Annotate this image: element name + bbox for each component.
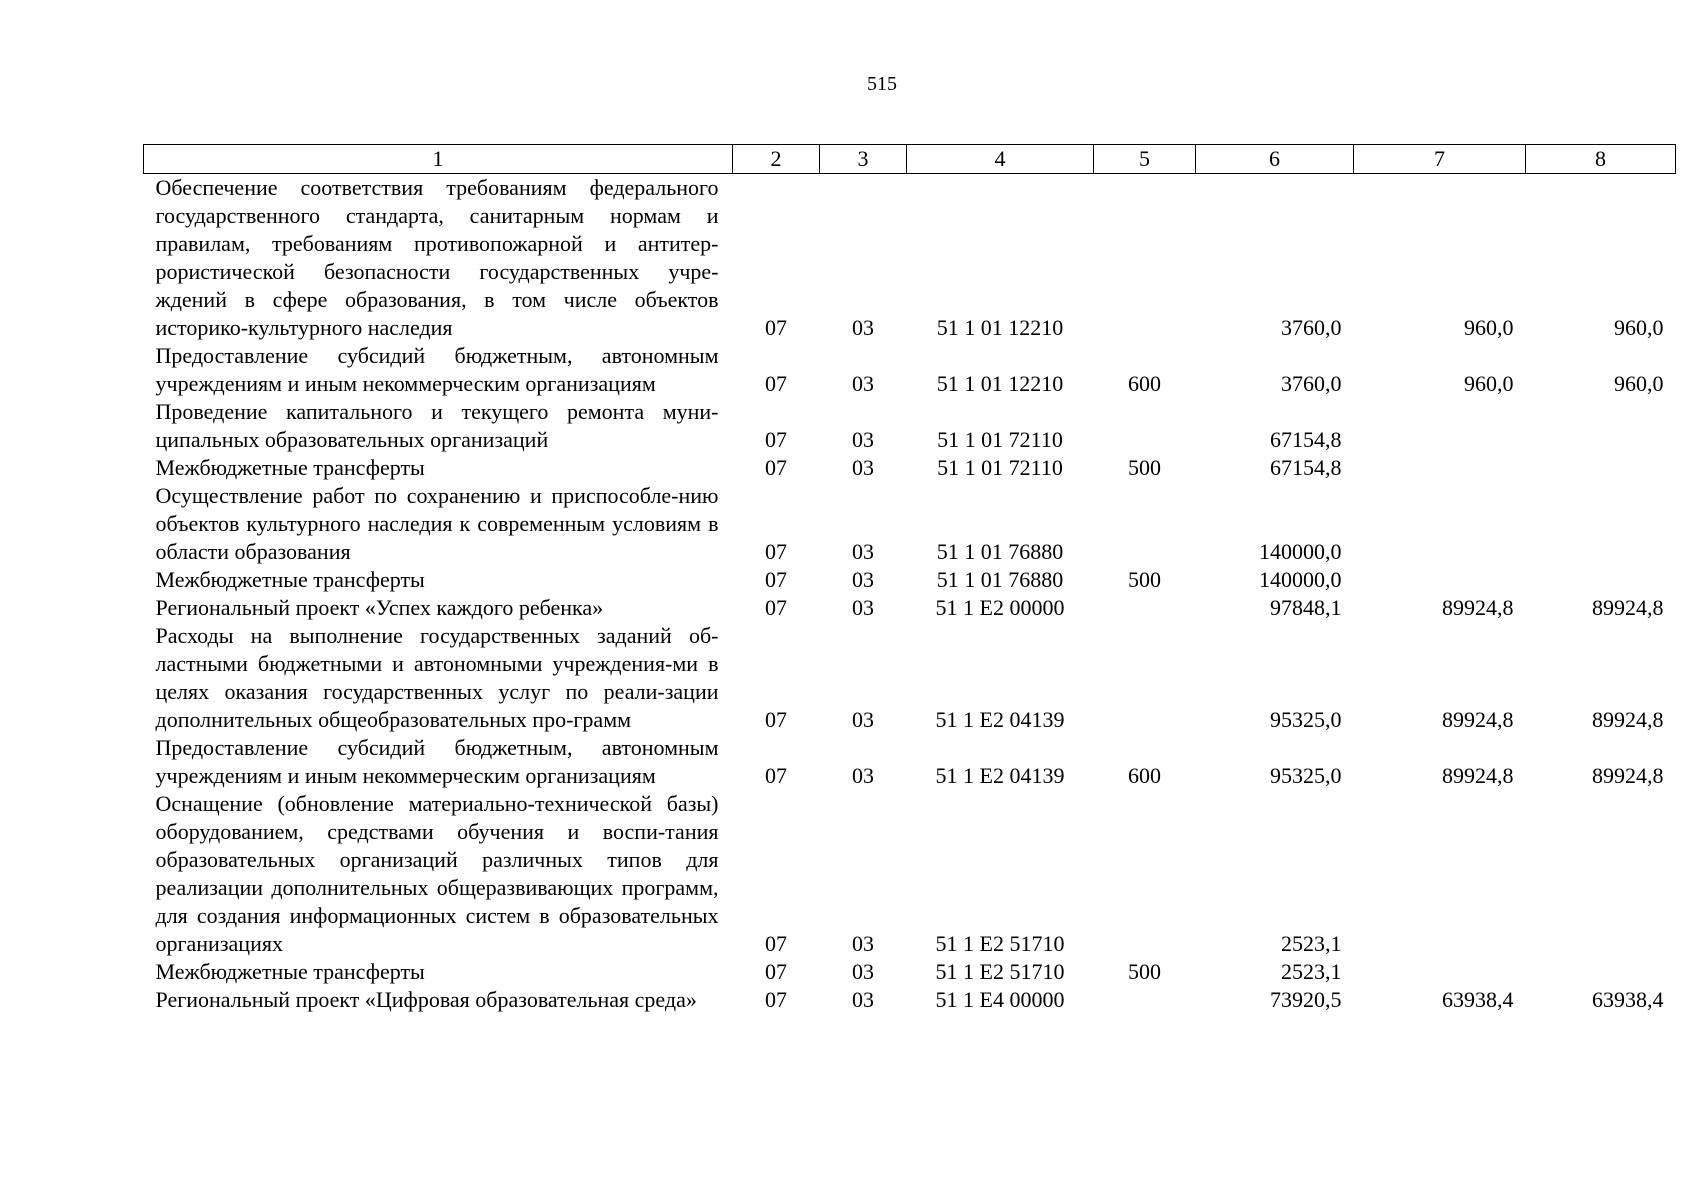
row-section: 07 (765, 707, 787, 732)
column-header-3: 3 (820, 145, 907, 174)
row-expense-type: 500 (1128, 567, 1161, 592)
row-amount-col8 (1526, 398, 1676, 454)
row-expense-type: 600 (1128, 371, 1161, 396)
table-row (144, 958, 1676, 986)
row-amount-col8: 89924,8 (1592, 595, 1664, 620)
row-name: Осуществление работ по сохранению и приспособле-нию объектов культурного наследия к современным условиям в области образования (155, 483, 719, 564)
row-amount-col6: 140000,0 (1259, 539, 1342, 564)
row-name: Расходы на выполнение государственных заданий об-ластными бюджетными и автономными учреждения-ми в целях оказания государственных услуг по реали-зации дополнительных общеобразовательных про-грамм (155, 623, 719, 732)
row-subsection: 03 (852, 595, 874, 620)
row-target-article: 51 1 01 72110 (937, 427, 1063, 452)
row-name: Межбюджетные трансферты (155, 455, 425, 480)
row-section: 07 (765, 959, 787, 984)
row-amount-col6: 95325,0 (1270, 707, 1342, 732)
row-target-article: 51 1 01 76880 (936, 539, 1064, 564)
row-amount-col7 (1354, 482, 1526, 566)
row-section: 07 (765, 539, 787, 564)
row-target-article: 51 1 E4 00000 (935, 987, 1065, 1012)
row-subsection: 03 (852, 931, 874, 956)
row-amount-col8 (1526, 566, 1676, 594)
row-amount-col6: 67154,8 (1270, 455, 1342, 480)
table-row (144, 174, 1676, 343)
row-target-article: 51 1 01 72110 (937, 455, 1063, 480)
row-subsection: 03 (852, 567, 874, 592)
table-row (144, 622, 1676, 734)
column-header-7: 7 (1354, 145, 1526, 174)
row-subsection: 03 (852, 539, 874, 564)
row-amount-col8: 960,0 (1614, 371, 1664, 396)
row-name: Региональный проект «Успех каждого ребенка» (155, 595, 604, 620)
row-amount-col6: 2523,1 (1281, 959, 1342, 984)
table-row (144, 790, 1676, 958)
row-expense-type: 500 (1128, 959, 1161, 984)
row-subsection: 03 (852, 371, 874, 396)
row-amount-col7: 960,0 (1464, 371, 1514, 396)
column-header-1: 1 (144, 145, 733, 174)
row-amount-col8 (1526, 958, 1676, 986)
row-amount-col6: 67154,8 (1270, 427, 1342, 452)
row-amount-col7 (1354, 958, 1526, 986)
row-amount-col7 (1354, 566, 1526, 594)
row-expense-type (1094, 622, 1196, 734)
row-expense-type (1094, 482, 1196, 566)
row-amount-col7 (1354, 454, 1526, 482)
row-section: 07 (765, 427, 787, 452)
row-target-article: 51 1 01 12210 (936, 371, 1064, 396)
row-subsection: 03 (852, 315, 874, 340)
row-expense-type (1094, 398, 1196, 454)
column-header-2: 2 (733, 145, 820, 174)
row-amount-col7: 960,0 (1464, 315, 1514, 340)
table-row (144, 398, 1676, 454)
row-target-article: 51 1 E2 51710 (935, 931, 1065, 956)
row-name: Оснащение (обновление материально-технической базы) оборудованием, средствами обучения и воспи-тания образовательных организаций различных типов для реализации дополнительных общеразвивающих программ, для создания информационных систем в образовательных организациях (155, 791, 719, 956)
row-amount-col8 (1526, 790, 1676, 958)
row-expense-type (1094, 986, 1196, 1014)
row-amount-col7: 63938,4 (1442, 987, 1514, 1012)
row-subsection: 03 (852, 455, 874, 480)
row-amount-col8: 89924,8 (1592, 707, 1664, 732)
row-name: Региональный проект «Цифровая образовательная среда» (155, 987, 697, 1012)
table-row (144, 342, 1676, 398)
row-target-article: 51 1 01 76880 (936, 567, 1064, 592)
table-row (144, 454, 1676, 482)
row-subsection: 03 (852, 763, 874, 788)
table-row (144, 734, 1676, 790)
row-target-article: 51 1 E2 00000 (935, 595, 1065, 620)
row-amount-col6: 97848,1 (1270, 595, 1342, 620)
row-section: 07 (765, 371, 787, 396)
row-section: 07 (765, 315, 787, 340)
row-expense-type: 500 (1128, 455, 1161, 480)
row-amount-col8: 960,0 (1614, 315, 1664, 340)
row-amount-col6: 140000,0 (1259, 567, 1342, 592)
column-header-8: 8 (1526, 145, 1676, 174)
row-amount-col7: 89924,8 (1442, 595, 1514, 620)
row-amount-col8 (1526, 482, 1676, 566)
row-name: Предоставление субсидий бюджетным, автономным учреждениям и иным некоммерческим организациям (155, 735, 719, 788)
row-section: 07 (765, 455, 787, 480)
header-row (144, 145, 1676, 174)
row-section: 07 (765, 595, 787, 620)
row-amount-col8 (1526, 454, 1676, 482)
column-header-6: 6 (1196, 145, 1354, 174)
row-expense-type (1094, 174, 1196, 343)
row-target-article: 51 1 01 12210 (936, 315, 1064, 340)
page-number: 515 (867, 73, 897, 95)
row-amount-col7 (1354, 398, 1526, 454)
row-amount-col6: 3760,0 (1281, 315, 1342, 340)
row-amount-col6: 3760,0 (1281, 371, 1342, 396)
row-subsection: 03 (852, 707, 874, 732)
row-section: 07 (765, 931, 787, 956)
table-row (144, 986, 1676, 1014)
row-expense-type (1094, 790, 1196, 958)
row-name: Межбюджетные трансферты (155, 959, 425, 984)
table-body (144, 174, 1676, 1015)
row-section: 07 (765, 987, 787, 1012)
row-amount-col8: 63938,4 (1592, 987, 1664, 1012)
row-amount-col8: 89924,8 (1592, 763, 1664, 788)
row-target-article: 51 1 E2 51710 (935, 959, 1065, 984)
table-header (144, 145, 1676, 174)
row-section: 07 (765, 567, 787, 592)
column-header-5: 5 (1094, 145, 1196, 174)
row-section: 07 (765, 763, 787, 788)
table-row (144, 566, 1676, 594)
budget-table (143, 144, 1676, 1014)
row-expense-type: 600 (1128, 763, 1161, 788)
row-subsection: 03 (852, 987, 874, 1012)
row-amount-col7: 89924,8 (1442, 707, 1514, 732)
row-amount-col7 (1354, 790, 1526, 958)
row-target-article: 51 1 E2 04139 (935, 707, 1065, 732)
row-target-article: 51 1 E2 04139 (935, 763, 1065, 788)
row-subsection: 03 (852, 959, 874, 984)
row-amount-col6: 95325,0 (1270, 763, 1342, 788)
row-amount-col6: 73920,5 (1270, 987, 1342, 1012)
column-header-4: 4 (907, 145, 1094, 174)
table-row (144, 482, 1676, 566)
table-row (144, 594, 1676, 622)
row-expense-type (1094, 594, 1196, 622)
row-amount-col6: 2523,1 (1281, 931, 1342, 956)
row-name: Предоставление субсидий бюджетным, автономным учреждениям и иным некоммерческим организациям (155, 343, 719, 396)
row-name: Проведение капитального и текущего ремонта муни-ципальных образовательных организаций (155, 399, 719, 452)
row-subsection: 03 (852, 427, 874, 452)
row-amount-col7: 89924,8 (1442, 763, 1514, 788)
row-name: Обеспечение соответствия требованиям федерального государственного стандарта, санитарным нормам и правилам, требованиям противопожарной и антитер-рористической безопасности государственных учре-ждений в сфере образования, в том числе объектов историко-культурного наследия (155, 175, 719, 340)
row-name: Межбюджетные трансферты (155, 567, 425, 592)
